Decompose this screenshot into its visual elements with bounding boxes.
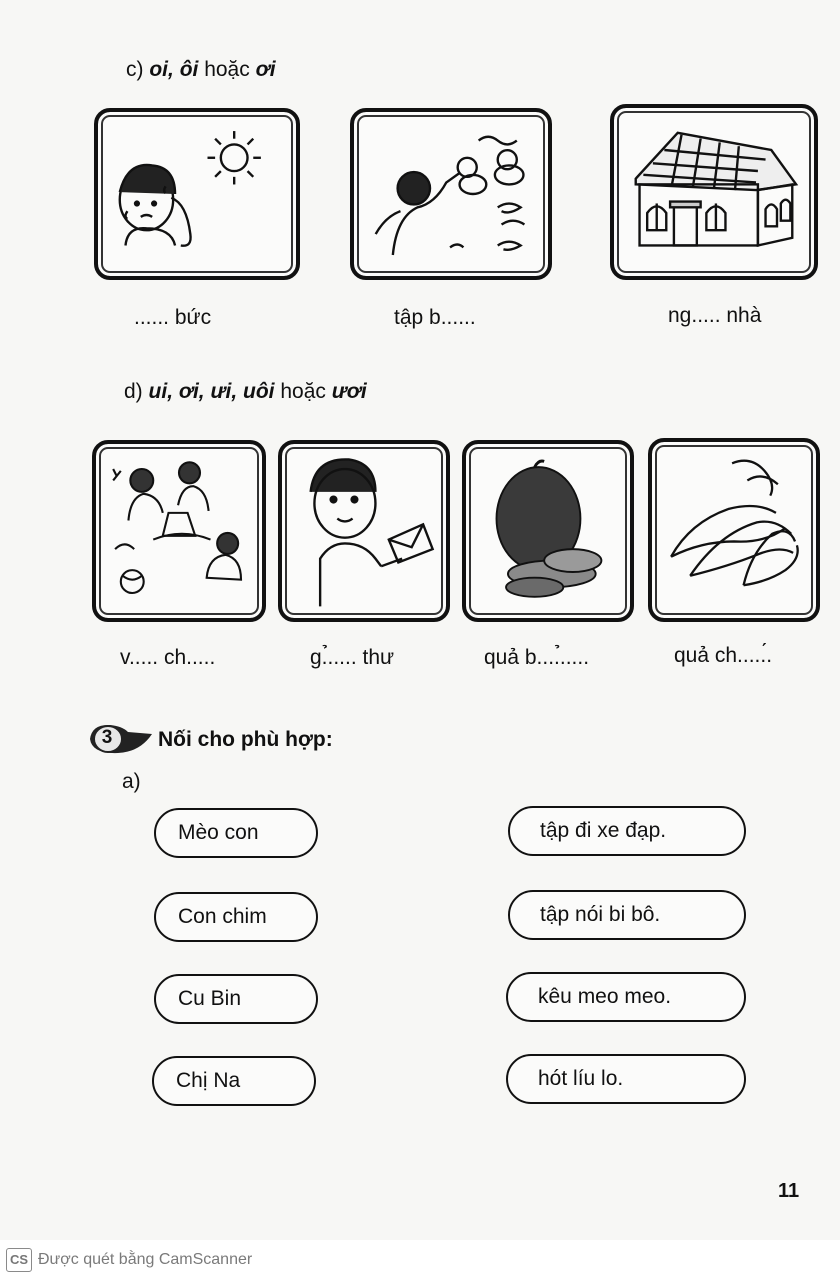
scanner-footer bbox=[0, 1240, 840, 1280]
caption-d-1: v..... ch..... bbox=[120, 646, 216, 669]
option-ui-horn: ưi, bbox=[210, 380, 238, 403]
picture-hot-boy bbox=[94, 108, 300, 280]
option-oi-horn: ơi, bbox=[178, 380, 205, 403]
left-item-con-chim[interactable]: Con chim bbox=[154, 892, 318, 942]
section-c-prefix: c) bbox=[126, 58, 144, 81]
section-d-prefix: d) bbox=[124, 380, 143, 403]
exercise-sub-label: a) bbox=[122, 770, 141, 793]
house-icon bbox=[614, 108, 814, 276]
scanner-watermark-text: Được quét bằng CamScanner bbox=[38, 1251, 253, 1268]
caption-d-3: quả b....̉..... bbox=[484, 646, 590, 669]
caption-c-3: ng..... nhà bbox=[668, 304, 762, 327]
option-uoi-horn: ươi bbox=[331, 380, 367, 403]
right-item-tap-di-xe-dap[interactable]: tập đi xe đạp. bbox=[508, 806, 746, 856]
picture-swimming bbox=[350, 108, 552, 280]
page-number: 11 bbox=[778, 1180, 800, 1202]
option-uoi: uôi bbox=[243, 380, 275, 403]
right-item-hot-liu-lo[interactable]: hót líu lo. bbox=[506, 1054, 746, 1104]
picture-grapefruit bbox=[462, 440, 634, 622]
right-item-tap-noi-bi-bo[interactable]: tập nói bi bô. bbox=[508, 890, 746, 940]
caption-c-2: tập b...... bbox=[394, 306, 476, 329]
connector-hoac: hoặc bbox=[280, 380, 326, 403]
picture-sand-play bbox=[92, 440, 266, 622]
boy-sending-letter-icon bbox=[282, 444, 446, 618]
children-playing-sand-icon bbox=[96, 444, 262, 618]
option-oi-horn: ơi bbox=[255, 58, 276, 81]
exercise-number: 3 bbox=[101, 727, 113, 748]
caption-c-1: ...... bức bbox=[134, 306, 212, 329]
left-item-chi-na[interactable]: Chị Na bbox=[152, 1056, 316, 1106]
left-item-cu-bin[interactable]: Cu Bin bbox=[154, 974, 318, 1024]
option-oi: oi, bbox=[149, 58, 174, 81]
caption-d-4: quả ch.....́. bbox=[674, 644, 773, 667]
camscanner-logo-icon: CS bbox=[6, 1248, 32, 1272]
exercise-title: Nối cho phù hợp: bbox=[158, 728, 333, 751]
section-c-heading bbox=[126, 58, 276, 82]
section-d-heading bbox=[124, 380, 367, 404]
picture-letter bbox=[278, 440, 450, 622]
children-swimming-icon bbox=[354, 112, 548, 276]
hot-sweating-boy-icon bbox=[98, 112, 296, 276]
bananas-icon bbox=[652, 442, 816, 618]
grapefruit-icon bbox=[466, 444, 630, 618]
left-item-meo-con[interactable]: Mèo con bbox=[154, 808, 318, 858]
right-item-keu-meo-meo[interactable]: kêu meo meo. bbox=[506, 972, 746, 1022]
picture-bananas bbox=[648, 438, 820, 622]
caption-d-2: g.̉..... thư bbox=[310, 646, 395, 669]
option-oi-hat: ôi bbox=[179, 58, 199, 81]
option-ui: ui, bbox=[148, 380, 174, 403]
connector-hoac: hoặc bbox=[204, 58, 250, 81]
picture-house bbox=[610, 104, 818, 280]
